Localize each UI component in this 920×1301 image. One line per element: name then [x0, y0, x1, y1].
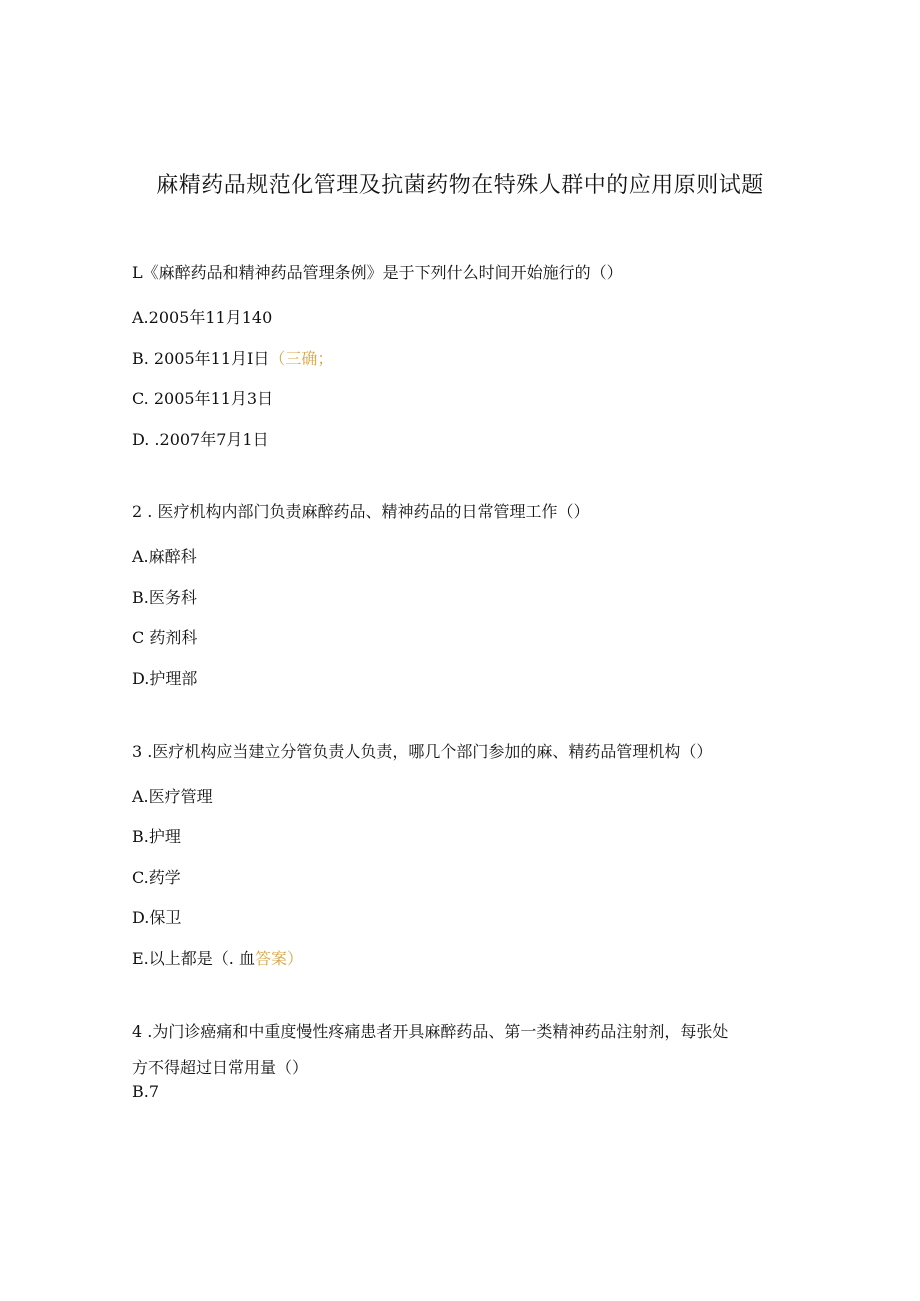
- question-1-option-a: A.2005年11月140: [132, 308, 273, 327]
- question-1-answer-note: （三确；: [269, 349, 334, 368]
- question-2-option-d: D.护理部: [132, 669, 198, 688]
- question-3-option-c: C.药学: [132, 868, 181, 887]
- question-4-stem-line-1: 4 .为门诊癌痛和中重度慢性疼痛患者开具麻醉药品、第一类精神药品注射剂，每张处: [132, 1022, 729, 1041]
- question-1-option-b-text: B. 2005年11月I日: [132, 349, 270, 368]
- question-4-option-b: B.7: [132, 1082, 160, 1101]
- question-3-option-b: B.护理: [132, 827, 181, 846]
- question-2-stem: 2 . 医疗机构内部门负责麻醉药品、精神药品的日常管理工作（）: [132, 502, 590, 521]
- question-1-option-b: [132, 349, 333, 369]
- question-3-answer-note: 答案）: [254, 949, 303, 968]
- question-3-option-e: [132, 949, 303, 969]
- question-2-option-a: A.麻醉科: [132, 547, 197, 566]
- question-2-option-c: C 药剂科: [132, 628, 198, 647]
- question-3-stem: 3 .医疗机构应当建立分管负责人负责，哪几个部门参加的麻、精药品管理机构（）: [132, 742, 713, 761]
- question-1-option-d: D. .2007年7月1日: [132, 430, 269, 449]
- question-3-option-d: D.保卫: [132, 908, 182, 927]
- question-4-stem-line-2: 方不得超过日常用量（）: [132, 1058, 309, 1077]
- question-3-option-a: A.医疗管理: [132, 787, 213, 806]
- question-1-stem: L《麻醉药品和精神药品管理条例》是于下列什么时间开始施行的（）: [132, 263, 623, 282]
- question-1-option-c: C. 2005年11月3日: [132, 389, 274, 408]
- question-2-option-b: B.医务科: [132, 588, 197, 607]
- document-title: 麻精药品规范化管理及抗菌药物在特殊人群中的应用原则试题: [156, 173, 764, 198]
- question-3-option-e-text: E.以上都是（. 血: [132, 949, 255, 968]
